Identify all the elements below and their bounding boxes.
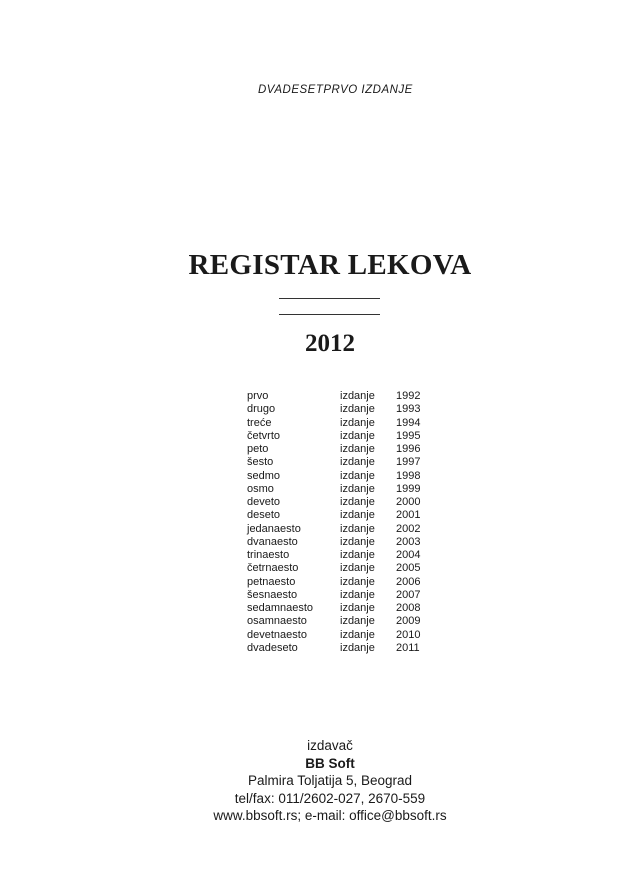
edition-year: 2007 bbox=[396, 588, 421, 601]
edition-year: 2002 bbox=[396, 522, 421, 535]
edition-year: 2000 bbox=[396, 496, 421, 508]
publisher-label: izdavač bbox=[307, 738, 353, 753]
edition-row bbox=[247, 430, 447, 443]
edition-row bbox=[247, 536, 447, 549]
edition-year: 1993 bbox=[396, 403, 421, 416]
edition-year: 2001 bbox=[396, 509, 421, 522]
edition-ordinal: deseto bbox=[247, 509, 281, 522]
edition-ordinal: dvadeseto bbox=[247, 641, 298, 654]
edition-line: DVADESETPRVO IZDANJE bbox=[258, 84, 413, 96]
edition-year: 1999 bbox=[396, 482, 421, 495]
edition-ordinal: sedamnaesto bbox=[247, 602, 314, 614]
edition-year: 1997 bbox=[396, 456, 421, 469]
edition-year: 2010 bbox=[396, 628, 421, 641]
page-title: REGISTAR LEKOVA bbox=[188, 249, 472, 281]
edition-row bbox=[247, 523, 447, 536]
edition-ordinal: deveto bbox=[247, 496, 281, 508]
edition-ordinal: prvo bbox=[247, 390, 269, 402]
edition-row bbox=[247, 390, 447, 403]
edition-word: izdanje bbox=[340, 429, 375, 442]
edition-year: 2004 bbox=[396, 549, 421, 561]
edition-row bbox=[247, 403, 447, 416]
edition-ordinal: jedanaesto bbox=[247, 522, 301, 535]
edition-word: izdanje bbox=[340, 403, 375, 416]
edition-word: izdanje bbox=[340, 416, 375, 429]
edition-word: izdanje bbox=[340, 456, 375, 469]
edition-year: 2008 bbox=[396, 602, 421, 614]
publisher-web: www.bbsoft.rs; e-mail: office@bbsoft.rs bbox=[213, 808, 447, 823]
edition-word: izdanje bbox=[340, 641, 375, 654]
edition-row bbox=[247, 456, 447, 469]
edition-word: izdanje bbox=[340, 602, 375, 614]
edition-word: izdanje bbox=[340, 469, 375, 482]
edition-year: 2003 bbox=[396, 535, 421, 548]
editions-list bbox=[247, 390, 447, 655]
edition-word: izdanje bbox=[340, 390, 375, 402]
edition-word: izdanje bbox=[340, 522, 375, 535]
publisher-block bbox=[0, 737, 638, 825]
edition-year: 2005 bbox=[396, 562, 421, 575]
edition-year: 2009 bbox=[396, 615, 421, 628]
edition-row bbox=[247, 509, 447, 522]
divider-line-bottom bbox=[279, 314, 380, 315]
edition-row bbox=[247, 417, 447, 430]
edition-row bbox=[247, 549, 447, 562]
edition-year: 1996 bbox=[396, 443, 421, 455]
edition-word: izdanje bbox=[340, 575, 375, 588]
edition-ordinal: trinaesto bbox=[247, 549, 290, 561]
edition-word: izdanje bbox=[340, 615, 375, 628]
edition-row bbox=[247, 470, 447, 483]
edition-row bbox=[247, 443, 447, 456]
year-heading: 2012 bbox=[305, 330, 355, 357]
edition-row bbox=[247, 602, 447, 615]
publisher-name: BB Soft bbox=[305, 755, 355, 771]
edition-ordinal: devetnaesto bbox=[247, 628, 307, 641]
edition-ordinal: šesto bbox=[247, 456, 274, 469]
edition-row bbox=[247, 483, 447, 496]
edition-word: izdanje bbox=[340, 588, 375, 601]
edition-word: izdanje bbox=[340, 628, 375, 641]
edition-ordinal: treće bbox=[247, 416, 272, 429]
edition-year: 1995 bbox=[396, 429, 421, 442]
edition-word: izdanje bbox=[340, 535, 375, 548]
edition-word: izdanje bbox=[340, 509, 375, 522]
edition-row bbox=[247, 615, 447, 628]
edition-ordinal: šesnaesto bbox=[247, 588, 298, 601]
publisher-address: Palmira Toljatija 5, Beograd bbox=[247, 773, 413, 788]
edition-ordinal: osamnaesto bbox=[247, 615, 307, 628]
edition-ordinal: dvanaesto bbox=[247, 535, 298, 548]
edition-row bbox=[247, 589, 447, 602]
edition-word: izdanje bbox=[340, 482, 375, 495]
edition-ordinal: osmo bbox=[247, 482, 274, 495]
edition-row bbox=[247, 642, 447, 655]
edition-year: 2006 bbox=[396, 575, 421, 588]
edition-year: 1992 bbox=[396, 390, 421, 402]
edition-ordinal: petnaesto bbox=[247, 575, 296, 588]
edition-word: izdanje bbox=[340, 549, 375, 561]
edition-row bbox=[247, 496, 447, 509]
edition-ordinal: drugo bbox=[247, 403, 276, 416]
edition-row bbox=[247, 576, 447, 589]
edition-year: 2011 bbox=[396, 641, 420, 654]
edition-ordinal: četvrto bbox=[247, 429, 281, 442]
edition-word: izdanje bbox=[340, 496, 375, 508]
edition-word: izdanje bbox=[340, 562, 375, 575]
edition-ordinal: sedmo bbox=[247, 469, 281, 482]
edition-ordinal: četrnaesto bbox=[247, 562, 299, 575]
edition-row bbox=[247, 562, 447, 575]
edition-word: izdanje bbox=[340, 443, 375, 455]
edition-year: 1998 bbox=[396, 469, 421, 482]
edition-row bbox=[247, 629, 447, 642]
divider-line-top bbox=[279, 298, 380, 299]
edition-year: 1994 bbox=[396, 416, 421, 429]
edition-ordinal: peto bbox=[247, 443, 269, 455]
publisher-phone: tel/fax: 011/2602-027, 2670-559 bbox=[234, 790, 426, 806]
